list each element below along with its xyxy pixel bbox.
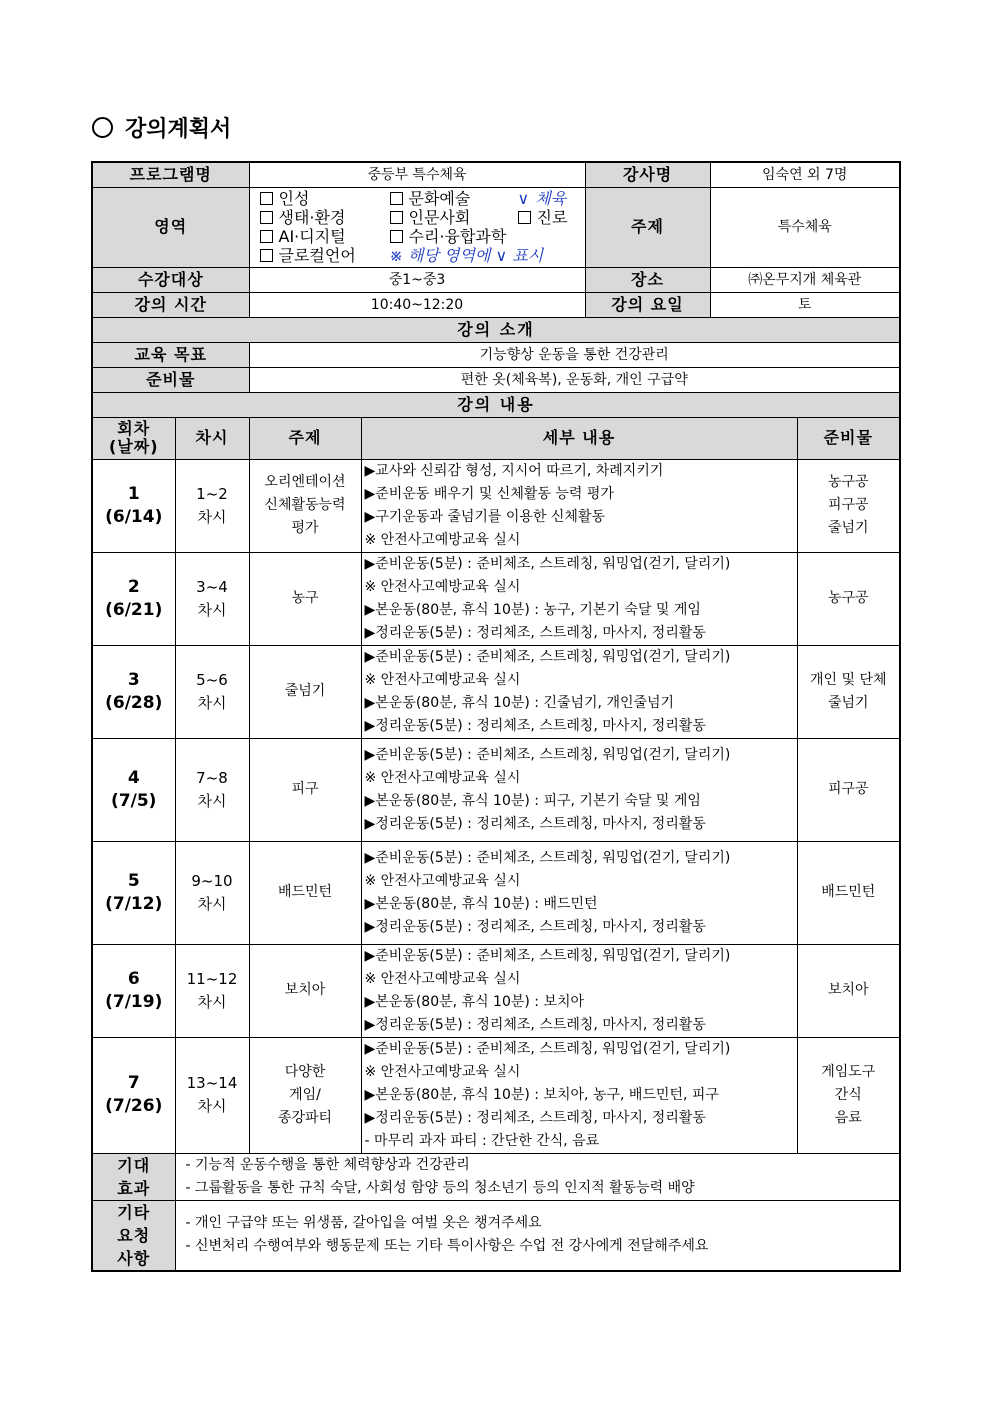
materials-label: 준비물 [92, 367, 249, 392]
detail-line: ▶준비운동(5분) : 준비체조, 스트레칭, 워밍업(걷기, 달리기) [364, 555, 731, 572]
topic-line: 신체활동능력 [264, 497, 346, 513]
materials-line: 간식 [834, 1086, 862, 1103]
target-value: 중1~중3 [249, 267, 585, 292]
lecture-plan-table [91, 161, 901, 1272]
requests-label-line: 요청 [117, 1225, 151, 1245]
topic-line: 다양한 [284, 1063, 326, 1080]
detail-cell [361, 738, 797, 841]
area-option: 인문사회 [408, 208, 471, 227]
area-option: 생태·환경 [278, 208, 346, 227]
col-date-line: (날짜) [108, 437, 159, 456]
requests-label [92, 1200, 175, 1271]
round-date: (6/14) [105, 506, 163, 527]
effects-item: - 기능적 운동수행을 통한 체력향상과 건강관리 [185, 1156, 470, 1173]
checkbox-icon[interactable] [518, 211, 531, 224]
materials-line: 피구공 [827, 497, 869, 513]
detail-cell [361, 645, 797, 738]
subject-value: 특수체육 [710, 187, 900, 267]
requests-content [175, 1200, 900, 1271]
materials-cell [797, 738, 900, 841]
area-option: 글로컬언어 [278, 246, 356, 265]
round-date: (7/26) [105, 1096, 163, 1116]
detail-line: ※ 안전사고예방교육 실시 [364, 769, 521, 786]
detail-line: ▶구기운동과 줄넘기를 이용한 신체활동 [364, 508, 606, 525]
topic-line: 배드민턴 [277, 884, 333, 900]
round-cell [92, 459, 175, 552]
detail-line: ※ 안전사고예방교육 실시 [364, 578, 521, 595]
detail-line: ※ 안전사고예방교육 실시 [364, 970, 521, 987]
detail-line: ▶준비운동 배우기 및 신체활동 능력 평가 [364, 485, 614, 502]
materials-line: 보치아 [827, 982, 869, 998]
detail-line: ▶정리운동(5분) : 정리체조, 스트레칭, 마사지, 정리활동 [364, 717, 706, 734]
col-round-line: 회차 [117, 419, 151, 438]
materials-line: 배드민턴 [821, 884, 876, 900]
session-unit: 차시 [197, 791, 227, 810]
col-detail: 세부 내용 [361, 417, 797, 459]
round-number: 7 [127, 1073, 140, 1093]
round-number: 2 [127, 576, 140, 597]
detail-line: ※ 안전사고예방교육 실시 [364, 531, 521, 548]
topic-cell [249, 459, 361, 552]
col-topic: 주제 [249, 417, 361, 459]
session-unit: 차시 [197, 894, 227, 913]
page-title [92, 112, 231, 143]
area-option: 수리·융합과학 [408, 227, 507, 246]
round-date: (7/5) [111, 790, 157, 811]
detail-line: ▶본운동(80분, 휴식 10분) : 보치아 [364, 993, 585, 1010]
detail-line: ▶본운동(80분, 휴식 10분) : 피구, 기본기 숙달 및 게임 [364, 792, 701, 809]
round-date: (6/28) [105, 692, 163, 713]
topic-line: 줄넘기 [284, 683, 326, 699]
round-cell [92, 552, 175, 645]
detail-line: ▶준비운동(5분) : 준비체조, 스트레칭, 워밍업(걷기, 달리기) [364, 648, 731, 665]
detail-cell [361, 1037, 797, 1153]
time-label: 강의 시간 [92, 292, 249, 317]
area-label: 영역 [92, 187, 249, 267]
day-label: 강의 요일 [585, 292, 710, 317]
materials-cell [797, 1037, 900, 1153]
requests-item: - 신변처리 수행여부와 행동문제 또는 기타 특이사항은 수업 전 강사에게 전달해주세요 [185, 1238, 709, 1254]
round-date: (7/19) [105, 991, 163, 1012]
detail-line: ※ 안전사고예방교육 실시 [364, 1063, 521, 1080]
detail-line: ▶본운동(80분, 휴식 10분) : 배드민턴 [364, 895, 598, 912]
checkbox-icon[interactable] [390, 230, 403, 243]
materials-cell [797, 552, 900, 645]
round-cell [92, 1037, 175, 1153]
topic-line: 평가 [291, 520, 319, 536]
session-range: 9~10 [191, 871, 233, 890]
round-cell [92, 738, 175, 841]
detail-line: ▶정리운동(5분) : 정리체조, 스트레칭, 마사지, 정리활동 [364, 815, 706, 832]
topic-cell [249, 841, 361, 944]
program-label: 프로그램명 [92, 162, 249, 187]
detail-line: ▶준비운동(5분) : 준비체조, 스트레칭, 워밍업(걷기, 달리기) [364, 947, 731, 964]
materials-line: 개인 및 단체 [809, 671, 887, 688]
session-unit: 차시 [197, 992, 227, 1011]
checkbox-icon[interactable] [260, 249, 273, 262]
detail-line: ※ 안전사고예방교육 실시 [364, 872, 521, 889]
col-session: 차시 [175, 417, 249, 459]
round-number: 5 [127, 870, 140, 891]
round-cell [92, 841, 175, 944]
effects-item: - 그룹활동을 통한 규칙 숙달, 사회성 함양 등의 청소년기 등의 인지적 활동능력 배양 [185, 1179, 695, 1196]
content-band: 강의 내용 [92, 392, 900, 417]
detail-cell [361, 944, 797, 1037]
session-range: 13~14 [186, 1074, 238, 1092]
checkbox-icon[interactable] [260, 211, 273, 224]
detail-line: ▶교사와 신뢰감 형성, 지시어 따르기, 차례지키기 [364, 462, 664, 479]
place-label: 장소 [585, 267, 710, 292]
topic-line: 피구 [291, 781, 319, 797]
materials-line: 농구공 [827, 590, 869, 606]
requests-label-line: 사항 [117, 1248, 151, 1268]
area-option: 인성 [278, 189, 310, 208]
materials-line: 농구공 [827, 474, 869, 490]
checkbox-icon[interactable] [260, 230, 273, 243]
materials-line: 음료 [834, 1109, 862, 1126]
effects-content [175, 1153, 900, 1200]
detail-cell [361, 552, 797, 645]
materials-line: 줄넘기 [827, 694, 869, 711]
page-title-text: 강의계획서 [125, 117, 232, 142]
session-unit: 차시 [197, 507, 227, 526]
detail-line: - 마무리 과자 파티 : 간단한 간식, 음료 [364, 1132, 600, 1149]
detail-line: ▶본운동(80분, 휴식 10분) : 긴줄넘기, 개인줄넘기 [364, 694, 675, 711]
detail-cell [361, 459, 797, 552]
session-range: 5~6 [196, 670, 228, 689]
col-round [92, 417, 175, 459]
round-number: 3 [127, 669, 140, 690]
effects-label-line: 효과 [117, 1178, 151, 1198]
detail-line: ▶정리운동(5분) : 정리체조, 스트레칭, 마사지, 정리활동 [364, 624, 706, 641]
round-number: 4 [127, 767, 140, 788]
col-materials: 준비물 [797, 417, 900, 459]
subject-label: 주제 [585, 187, 710, 267]
topic-cell [249, 944, 361, 1037]
effects-label [92, 1153, 175, 1200]
round-number: 6 [127, 968, 140, 989]
session-cell [175, 1037, 249, 1153]
session-unit: 차시 [197, 1097, 227, 1115]
round-cell [92, 645, 175, 738]
session-cell [175, 841, 249, 944]
materials-line: 줄넘기 [827, 520, 869, 536]
time-value: 10:40~12:20 [249, 292, 585, 317]
round-cell [92, 944, 175, 1037]
session-cell [175, 552, 249, 645]
session-cell [175, 944, 249, 1037]
detail-line: ▶정리운동(5분) : 정리체조, 스트레칭, 마사지, 정리활동 [364, 1016, 706, 1033]
area-option: 문화예술 [408, 189, 471, 208]
requests-item: - 개인 구급약 또는 위생품, 갈아입을 여벌 옷은 챙겨주세요 [185, 1215, 542, 1231]
materials-line: 게임도구 [821, 1063, 876, 1080]
detail-line: ▶본운동(80분, 휴식 10분) : 보치아, 농구, 배드민턴, 피구 [364, 1086, 719, 1103]
topic-line: 농구 [291, 590, 319, 606]
materials-cell [797, 459, 900, 552]
program-value: 중등부 특수체육 [249, 162, 585, 187]
area-option: AI·디지털 [278, 227, 346, 246]
session-range: 11~12 [186, 969, 238, 988]
checkbox-icon[interactable] [390, 211, 403, 224]
session-cell [175, 645, 249, 738]
check-mark-icon[interactable]: ∨ [517, 189, 530, 208]
checkbox-icon[interactable] [390, 192, 403, 205]
checkbox-icon[interactable] [260, 192, 273, 205]
session-cell [175, 738, 249, 841]
topic-cell [249, 552, 361, 645]
session-cell [175, 459, 249, 552]
place-value: ㈜온무지개 체육관 [710, 267, 900, 292]
target-label: 수강대상 [92, 267, 249, 292]
materials-cell [797, 841, 900, 944]
instructor-value: 임숙연 외 7명 [710, 162, 900, 187]
round-number: 1 [127, 483, 140, 504]
topic-line: 게임/ [289, 1086, 321, 1103]
goal-value: 기능향상 운동을 통한 건강관리 [249, 342, 900, 367]
topic-line: 종강파티 [277, 1109, 333, 1126]
session-unit: 차시 [197, 693, 227, 712]
round-date: (6/21) [105, 599, 163, 620]
topic-line: 오리엔테이션 [264, 474, 346, 490]
session-unit: 차시 [197, 600, 227, 619]
instructor-label: 강사명 [585, 162, 710, 187]
area-note: ※ 해당 영역에 ∨ 표시 [389, 246, 544, 265]
area-option: 진로 [536, 208, 568, 227]
detail-line: ▶준비운동(5분) : 준비체조, 스트레칭, 워밍업(걷기, 달리기) [364, 746, 731, 763]
materials-line: 피구공 [827, 781, 869, 797]
topic-cell [249, 645, 361, 738]
area-options [249, 187, 585, 267]
topic-cell [249, 738, 361, 841]
goal-label: 교육 목표 [92, 342, 249, 367]
topic-cell [249, 1037, 361, 1153]
topic-line: 보치아 [284, 982, 326, 998]
session-range: 3~4 [196, 577, 228, 596]
area-option-checked: 체육 [535, 189, 567, 208]
detail-line: ▶준비운동(5분) : 준비체조, 스트레칭, 워밍업(걷기, 달리기) [364, 849, 731, 866]
day-value: 토 [710, 292, 900, 317]
materials-cell [797, 944, 900, 1037]
session-range: 1~2 [196, 484, 228, 503]
circle-icon [92, 117, 113, 138]
detail-line: ▶준비운동(5분) : 준비체조, 스트레칭, 워밍업(걷기, 달리기) [364, 1040, 731, 1057]
materials-value: 편한 옷(체육복), 운동화, 개인 구급약 [249, 367, 900, 392]
requests-label-line: 기타 [117, 1202, 151, 1222]
session-range: 7~8 [196, 768, 228, 787]
detail-line: ▶정리운동(5분) : 정리체조, 스트레칭, 마사지, 정리활동 [364, 918, 706, 935]
detail-line: ▶본운동(80분, 휴식 10분) : 농구, 기본기 숙달 및 게임 [364, 601, 701, 618]
detail-line: ▶정리운동(5분) : 정리체조, 스트레칭, 마사지, 정리활동 [364, 1109, 706, 1126]
detail-line: ※ 안전사고예방교육 실시 [364, 671, 521, 688]
intro-band: 강의 소개 [92, 317, 900, 342]
round-date: (7/12) [105, 893, 163, 914]
detail-cell [361, 841, 797, 944]
effects-label-line: 기대 [117, 1155, 151, 1175]
materials-cell [797, 645, 900, 738]
